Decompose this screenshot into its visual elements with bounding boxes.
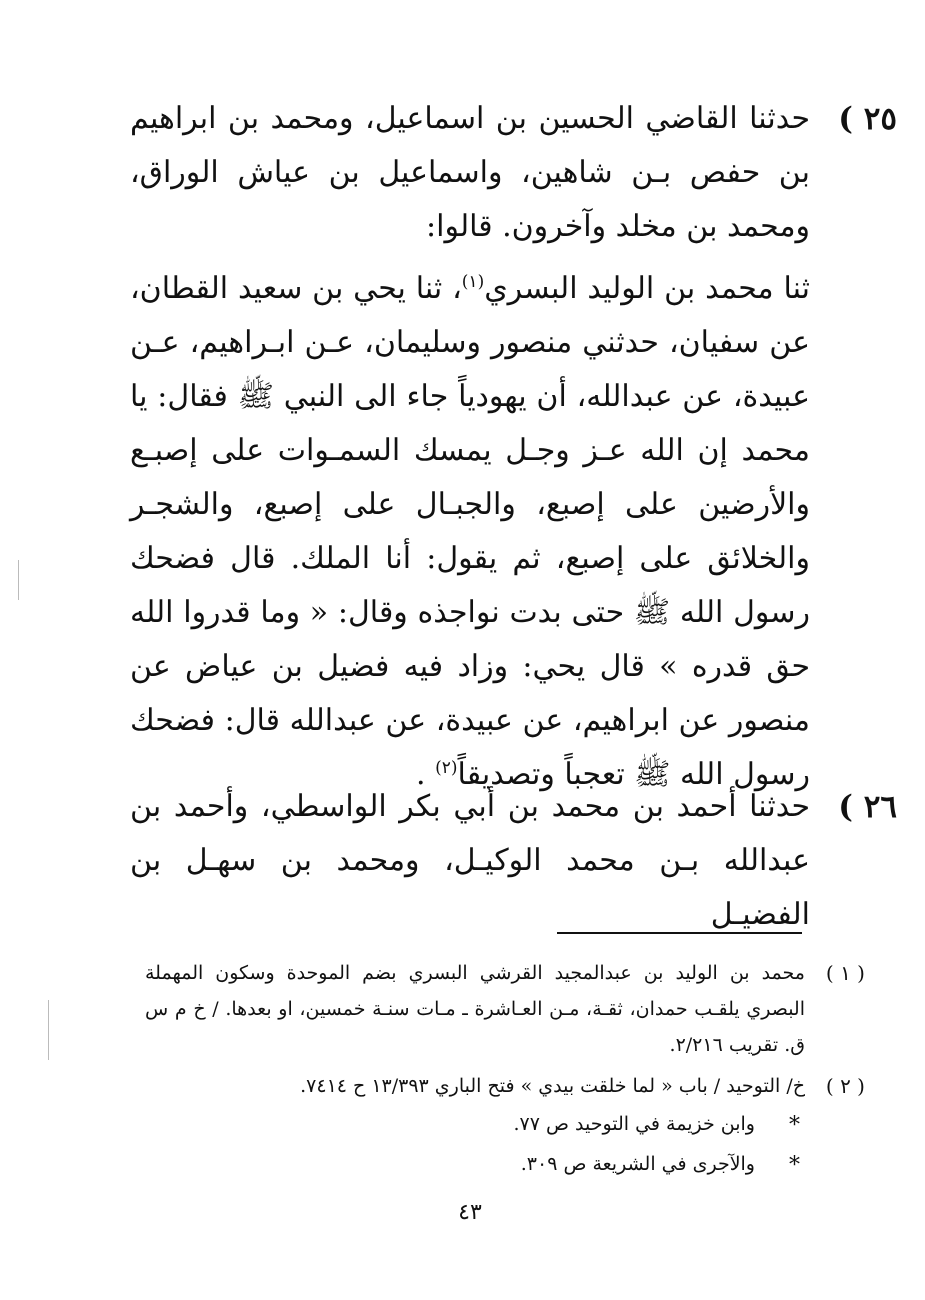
- scan-edge-mark: [48, 1000, 49, 1060]
- page-number: ٤٣: [458, 1200, 482, 1225]
- hadith-25-body-rest: ، ثنا يحي بن سعيد القطان، عن سفيان، حدثني منصور وسليمان، عـن ابـراهيم، عـن عبيدة، عن عبدالله، أن يهودياً جاء الى النبي ﷺ فقال: يا محمد إن الله عـز وجـل يمسك السمـوات على إصبـع والأرضين على إصبع، والجبـال على إصبع، والشجـر والخلائق على إصبع، ثم يقول: أنا الملك. قال فضحك رسول الله ﷺ حتى بدت نواجذه وقال: « وما قدروا الله حق قدره » قال يحي: وزاد فيه فضيل بن عياض عن منصور عن ابراهيم، عن عبيدة، عن عبدالله قال: فضحك رسول الله ﷺ تعجباً وتصديقاً: [130, 271, 810, 792]
- bullet-star-icon: *: [789, 1113, 800, 1138]
- hadith-25-text: [130, 92, 810, 802]
- footnote-1-number: ( ١ ): [825, 961, 865, 985]
- hadith-26-text: حدثنا أحمد بن محمد بن أبي بكر الواسطي، وأحمد بن عبدالله بـن محمد الوكيـل، ومحمد بن سهـل بن الفضيـل: [130, 789, 810, 932]
- footnote-2-text: خ/ التوحيد / باب « لما خلقت بيدي » فتح الباري ١٣/٣٩٣ ح ٧٤١٤.: [300, 1075, 805, 1097]
- footnote-1-text: محمد بن الوليد بن عبدالمجيد القرشي البسري بضم الموحدة وسكون المهملة البصري يلقـب حمدان، ثقـة، مـن العـاشرة ـ مـات سنـة خمسين، او بعدها. / خ م س ق. تقريب ٢/٢١٦.: [145, 962, 805, 1056]
- hadith-number-25: ٢٥ ): [838, 101, 897, 137]
- footnote-bullet-2: والآجرى في الشريعة ص ٣٠٩.: [520, 1153, 755, 1175]
- footnote-ref-1: (١): [461, 272, 485, 292]
- footnote-divider: [557, 932, 802, 934]
- hadith-number-26: ٢٦ ): [838, 789, 897, 825]
- bullet-star-icon: *: [789, 1153, 800, 1178]
- footnote-ref-2: (٢): [435, 758, 458, 778]
- hadith-25-body-end: .: [416, 757, 426, 792]
- footnote-2-number: ( ٢ ): [825, 1074, 865, 1098]
- hadith-25-body: [130, 262, 810, 802]
- hadith-25-chain: حدثنا القاضي الحسين بن اسماعيل، ومحمد بن ابراهيم بن حفص بـن شاهين، واسماعيل بن عياش الوراق، ومحمد بن مخلد وآخرون. قالوا:: [130, 101, 810, 244]
- hadith-25-body-start: ثنا محمد بن الوليد البسري: [484, 271, 810, 306]
- scan-edge-mark: [18, 560, 19, 600]
- footnote-bullet-1: وابن خزيمة في التوحيد ص ٧٧.: [513, 1113, 755, 1135]
